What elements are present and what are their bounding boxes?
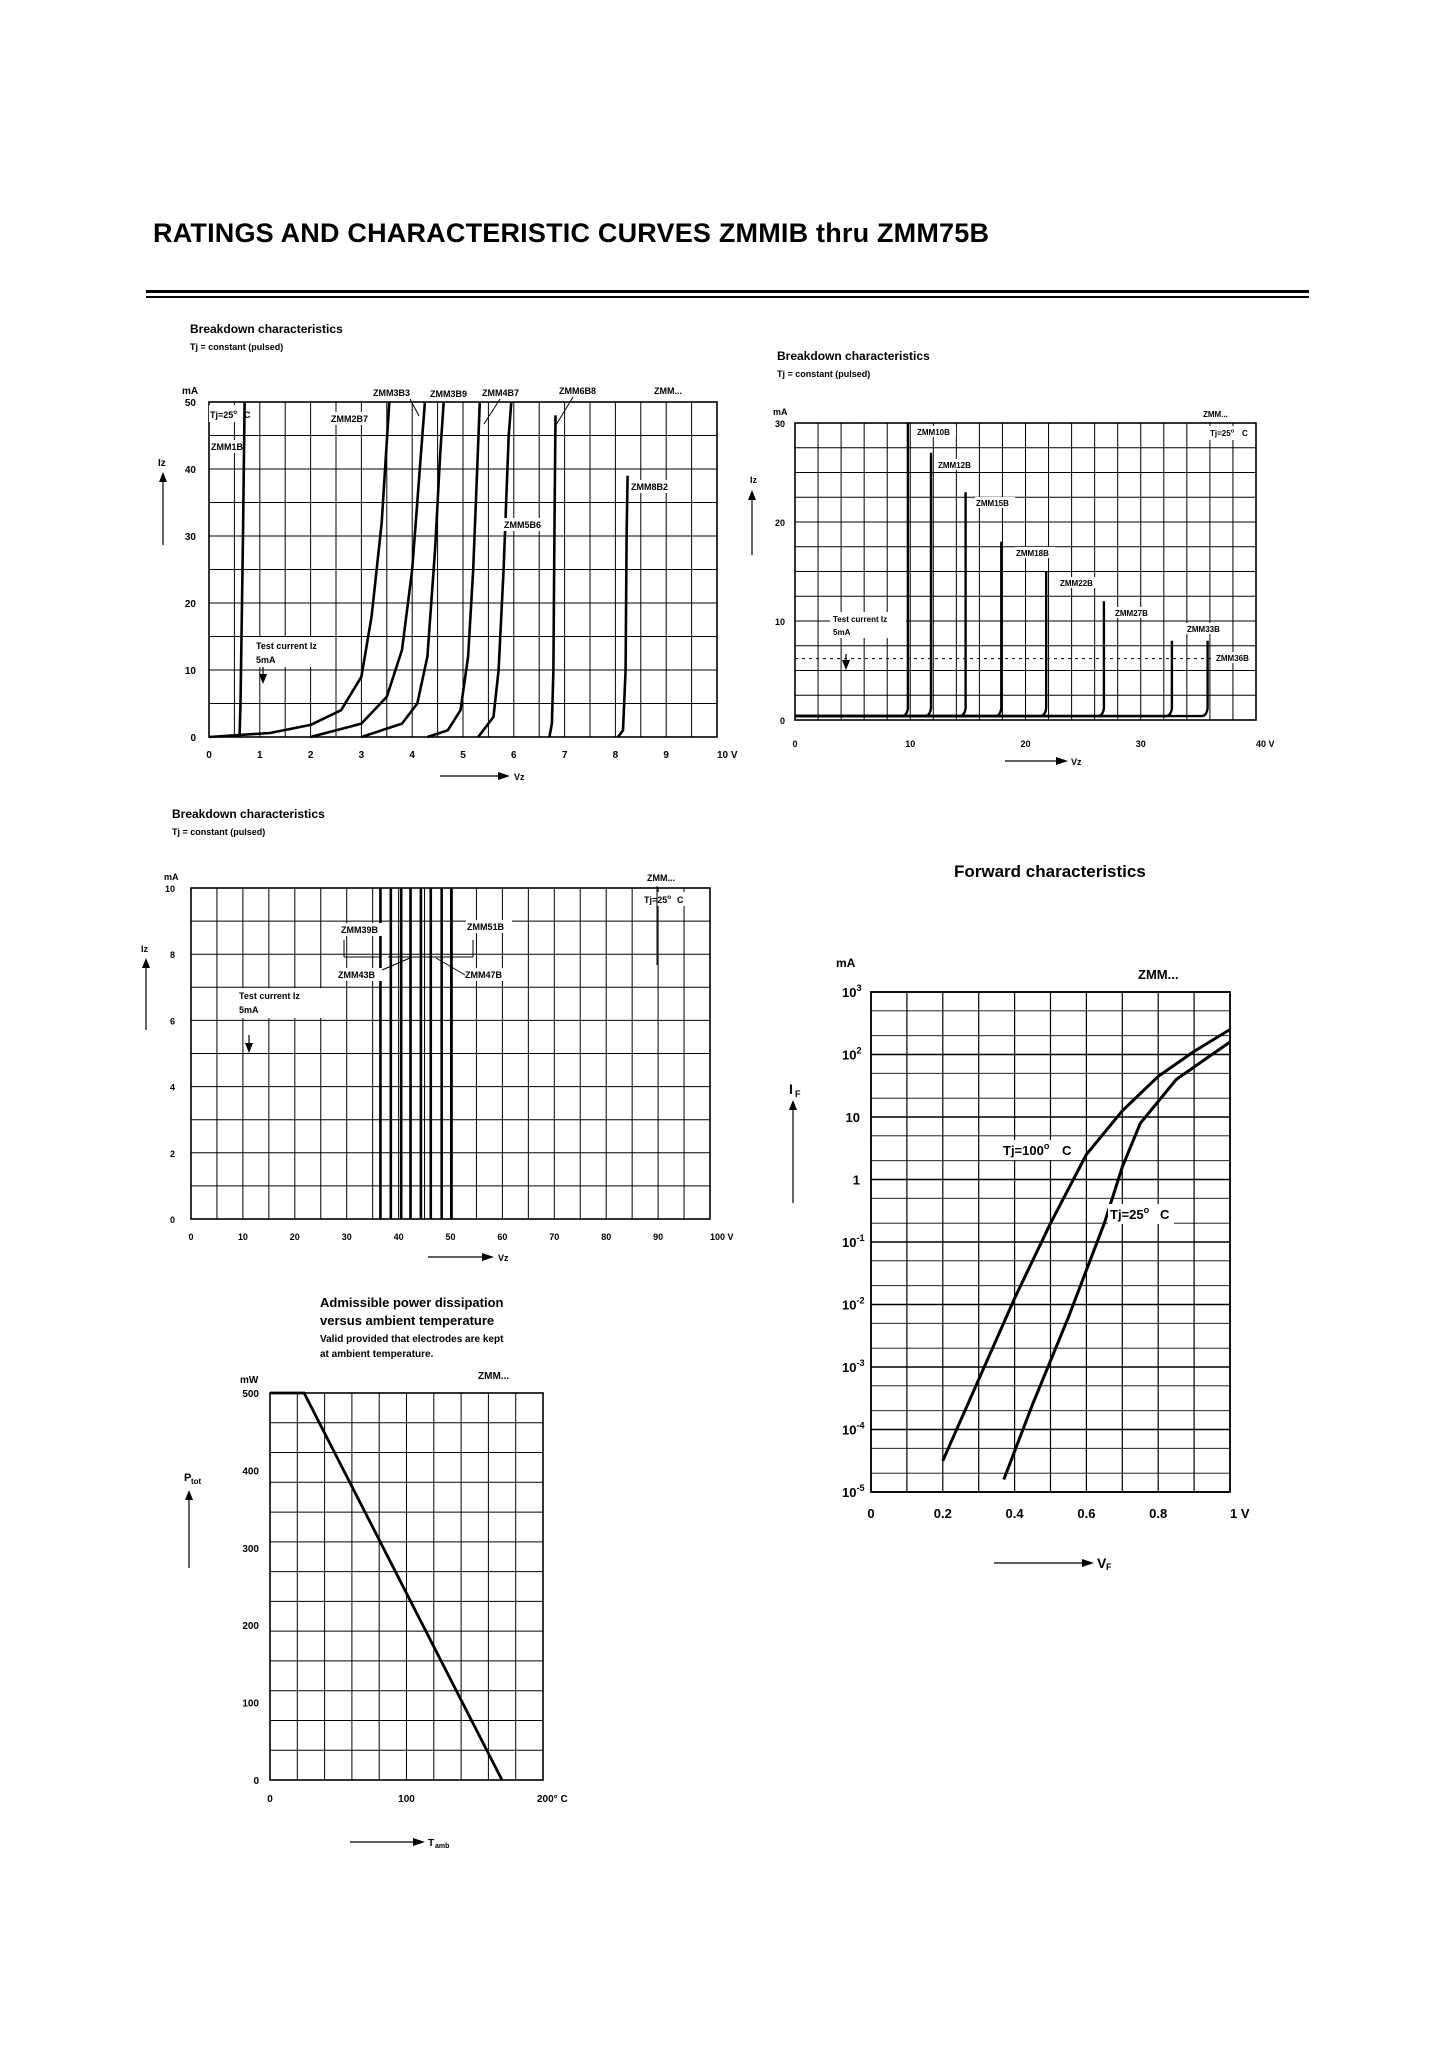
y-unit: mA xyxy=(773,407,788,417)
series-label-zmm3b3: ZMM3B3 xyxy=(373,388,411,398)
x-axis-label-sub: amb xyxy=(435,1843,450,1850)
x-axis-label: Vz xyxy=(1071,757,1082,767)
x-tick-label: 50 xyxy=(445,1232,456,1242)
y-axis-label: P xyxy=(184,1472,192,1484)
family-label: ZMM... xyxy=(1138,967,1179,982)
x-tick-label: 6 xyxy=(511,750,517,761)
x-tick-label: 0 xyxy=(267,1794,273,1805)
x-tick-label: 9 xyxy=(663,750,669,761)
chart-grid xyxy=(795,423,1256,720)
test-current-label: Test current Iz xyxy=(833,615,888,624)
chart-note: Valid provided that electrodes are kept xyxy=(320,1334,504,1345)
series-label-zmm2b7: ZMM2B7 xyxy=(331,414,369,424)
x-axis-arrow xyxy=(1005,757,1068,765)
chart-title: Breakdown characteristics xyxy=(190,322,343,336)
curve-zmm8b2 xyxy=(618,476,628,737)
chart-power-dissipation xyxy=(184,1295,568,1850)
x-tick-label: 40 xyxy=(393,1232,404,1242)
family-label: ZMM... xyxy=(1203,410,1228,419)
x-tick-label: 3 xyxy=(358,750,365,761)
series-label-zmm1b: ZMM1B xyxy=(211,442,243,452)
y-tick-label: 10 xyxy=(184,666,196,677)
chart-title: Admissible power dissipation xyxy=(320,1295,504,1310)
test-current-value: 5mA xyxy=(833,628,851,637)
x-tick-label: 20 xyxy=(289,1232,300,1242)
chart-subtitle: Tj = constant (pulsed) xyxy=(777,369,871,379)
x-tick-label: 0 xyxy=(867,1506,875,1521)
x-tick-label: 20 xyxy=(1020,739,1031,749)
x-tick-label: 5 xyxy=(460,750,466,761)
y-tick-label: 40 xyxy=(184,465,196,476)
test-current-label: Test current Iz xyxy=(256,641,317,651)
y-tick-label: 30 xyxy=(184,532,196,543)
tj-label-unit: C xyxy=(244,410,251,420)
x-tick-label: 30 xyxy=(1135,739,1146,749)
x-axis-arrow xyxy=(428,1253,494,1261)
chart-title: Forward characteristics xyxy=(954,862,1146,881)
series-label-unit: C xyxy=(1160,1207,1170,1222)
x-tick-label: 100 xyxy=(398,1794,415,1805)
series-label-zmm36b: ZMM36B xyxy=(1216,654,1249,663)
curve-zmm6b8 xyxy=(549,415,555,737)
series-label-zmm4b7: ZMM4B7 xyxy=(482,388,520,398)
x-axis-arrow xyxy=(994,1559,1094,1567)
y-tick-label: 10 xyxy=(774,617,785,627)
x-tick-label: 0 xyxy=(206,750,212,761)
x-tick-label: 10 xyxy=(905,739,916,749)
x-axis-label: Vz xyxy=(498,1253,509,1263)
y-tick-label: 100 xyxy=(242,1698,259,1710)
chart-subtitle: Tj = constant (pulsed) xyxy=(172,827,266,837)
x-tick-label: 30 xyxy=(341,1232,352,1242)
y-tick-label: 1 xyxy=(852,1172,860,1188)
series-label-zmm6b8: ZMM6B8 xyxy=(559,386,597,396)
x-tick-label: 1 xyxy=(257,750,263,761)
chart-forward xyxy=(789,862,1250,1572)
test-current-label: Test current Iz xyxy=(239,991,300,1001)
x-tick-label: 0 xyxy=(792,739,798,749)
chart-grid xyxy=(871,992,1230,1492)
y-tick-label: 50 xyxy=(184,398,196,409)
y-tick-label: 2 xyxy=(169,1148,175,1159)
series-label-zmm51b: ZMM51B xyxy=(467,922,505,932)
x-tick-label: 40 V xyxy=(1256,739,1275,749)
x-tick-label: 60 xyxy=(497,1232,508,1242)
series-label-zmm5b6: ZMM5B6 xyxy=(504,520,542,530)
series-label-zmm22b: ZMM22B xyxy=(1060,579,1093,588)
tj-label: $Tj=25^o$ xyxy=(644,893,672,905)
series-label-zmm47b: ZMM47B xyxy=(465,970,503,980)
x-tick-label: 0.8 xyxy=(1149,1506,1168,1521)
y-tick-label: 500 xyxy=(242,1389,259,1400)
y-axis-label: I xyxy=(789,1081,793,1097)
x-tick-label: 1 V xyxy=(1230,1506,1250,1521)
x-axis-label: V xyxy=(1097,1555,1107,1571)
y-tick-label: 20 xyxy=(184,599,196,610)
page-title: RATINGS AND CHARACTERISTIC CURVES ZMMIB thru ZMM75B xyxy=(153,218,990,248)
chart-subtitle: Tj = constant (pulsed) xyxy=(190,342,284,352)
y-tick-label: 400 xyxy=(242,1466,259,1478)
family-label: ZMM... xyxy=(647,873,675,883)
series-label-zmm39b: ZMM39B xyxy=(341,925,379,935)
x-tick-label: 10 V xyxy=(717,750,738,761)
y-axis-label: Iz xyxy=(158,458,166,469)
chart-breakdown-low xyxy=(158,322,738,782)
series-label-zmm43b: ZMM43B xyxy=(338,970,376,980)
series-label-zmm3b9: ZMM3B9 xyxy=(430,389,468,399)
y-tick-label: 0 xyxy=(190,733,196,744)
curve-zmm22b xyxy=(795,572,1046,717)
y-axis-arrow xyxy=(789,1100,797,1203)
y-axis-label: Iz xyxy=(141,944,149,954)
y-axis-label: Iz xyxy=(750,475,758,485)
y-tick-label: $10^2$ xyxy=(842,1045,862,1063)
chart-breakdown-high xyxy=(141,807,734,1263)
y-tick-label: 200 xyxy=(242,1621,259,1633)
y-tick-label: 4 xyxy=(169,1082,175,1093)
y-tick-label: 30 xyxy=(774,419,785,429)
x-tick-label: 10 xyxy=(237,1232,248,1242)
series-label-zmm18b: ZMM18B xyxy=(1016,549,1049,558)
y-tick-label: 10 xyxy=(845,1110,860,1125)
series-label-tj-100c: $Tj=100^o$ xyxy=(1003,1141,1050,1158)
tj-label-unit: C xyxy=(1242,429,1248,438)
x-tick-label: 0.4 xyxy=(1005,1506,1024,1521)
y-tick-label: 0 xyxy=(779,716,785,726)
test-current-value: 5mA xyxy=(239,1005,259,1015)
x-tick-label: 4 xyxy=(409,750,415,761)
y-axis-label-sub: tot xyxy=(191,1477,202,1486)
x-axis-label-sub: F xyxy=(1106,1562,1112,1572)
chart-grid xyxy=(270,1393,543,1780)
x-tick-label: 8 xyxy=(612,750,619,761)
x-axis-label: Vz xyxy=(514,772,525,782)
y-axis-arrow xyxy=(142,958,150,1030)
y-tick-label: $10^{-4}$ xyxy=(842,1420,865,1438)
y-tick-label: 10 xyxy=(164,884,175,894)
chart-title: Breakdown characteristics xyxy=(777,349,930,363)
family-label: ZMM... xyxy=(654,386,682,396)
y-tick-label: $10^{-5}$ xyxy=(842,1483,865,1500)
series-label-zmm12b: ZMM12B xyxy=(938,461,971,470)
x-tick-label: 100 V xyxy=(710,1232,734,1242)
y-unit: mW xyxy=(240,1375,259,1386)
leader-line xyxy=(382,958,410,970)
x-tick-label: 200° C xyxy=(537,1794,568,1805)
y-tick-label: 300 xyxy=(242,1543,259,1555)
y-tick-label: 8 xyxy=(169,950,175,961)
series-label-tj-25c: $Tj=25^o$ xyxy=(1110,1205,1150,1222)
x-tick-label: 0 xyxy=(188,1232,194,1242)
test-current-value: 5mA xyxy=(256,655,276,665)
series-label-zmm10b: ZMM10B xyxy=(917,428,950,437)
x-tick-label: 80 xyxy=(601,1232,612,1242)
y-unit: mA xyxy=(182,386,199,397)
x-tick-label: 90 xyxy=(653,1232,664,1242)
y-tick-label: 20 xyxy=(774,518,785,528)
y-tick-label: 0 xyxy=(253,1776,259,1787)
series-label-zmm27b: ZMM27B xyxy=(1115,609,1148,618)
series-label-unit: C xyxy=(1062,1143,1072,1158)
x-axis-arrow xyxy=(350,1838,425,1846)
y-axis-arrow xyxy=(185,1490,193,1568)
chart-title-2: versus ambient temperature xyxy=(320,1313,495,1328)
x-tick-label: 70 xyxy=(549,1232,560,1242)
x-tick-label: 0.2 xyxy=(933,1506,952,1521)
curve-zmm33b xyxy=(795,641,1172,716)
x-axis-arrow xyxy=(440,772,510,780)
series-label-zmm15b: ZMM15B xyxy=(976,499,1009,508)
tj-label: $Tj=25^o$ xyxy=(210,408,238,420)
series-label-zmm33b: ZMM33B xyxy=(1187,625,1220,634)
curve-power-derating xyxy=(270,1393,502,1780)
y-tick-label: $10^{-1}$ xyxy=(842,1233,865,1250)
chart-title: Breakdown characteristics xyxy=(172,807,325,821)
family-label: ZMM... xyxy=(478,1371,510,1382)
y-tick-label: $10^{-3}$ xyxy=(842,1358,865,1375)
y-unit: mA xyxy=(836,956,856,970)
test-current-arrow xyxy=(842,654,850,670)
y-tick-label: $10^{-2}$ xyxy=(842,1295,865,1313)
chart-breakdown-mid xyxy=(748,349,1275,767)
series-label-zmm8b2: ZMM8B2 xyxy=(631,482,669,492)
test-current-arrow xyxy=(245,1035,253,1053)
tj-label-unit: C xyxy=(677,895,684,905)
x-tick-label: 2 xyxy=(307,750,314,761)
y-tick-label: 6 xyxy=(169,1016,175,1027)
x-tick-label: 0.6 xyxy=(1077,1506,1096,1521)
y-unit: mA xyxy=(164,872,179,882)
y-axis-label-sub: F xyxy=(795,1089,801,1099)
y-tick-label: $10^3$ xyxy=(842,983,862,1000)
x-tick-label: 7 xyxy=(561,750,568,761)
y-tick-label: 0 xyxy=(169,1215,175,1225)
y-axis-arrow xyxy=(159,472,167,545)
tj-label: $Tj=25^o$ xyxy=(1210,428,1235,438)
y-axis-arrow xyxy=(748,490,756,555)
chart-note-2: at ambient temperature. xyxy=(320,1349,434,1360)
curve-zmm10b xyxy=(795,423,908,716)
curve-zmm15b xyxy=(795,492,966,716)
x-axis-label: T xyxy=(428,1838,435,1849)
